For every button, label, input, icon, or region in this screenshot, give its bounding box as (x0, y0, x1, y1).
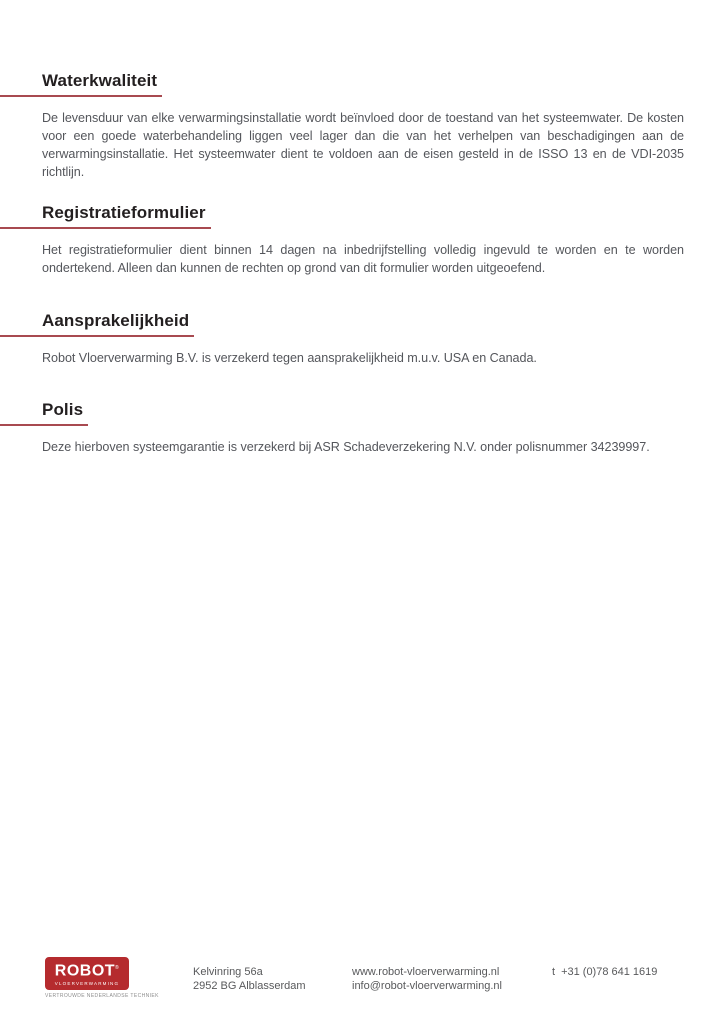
phone-number: +31 (0)78 641 1619 (561, 966, 658, 978)
robot-logo-box (45, 957, 129, 990)
logo-wordmark (55, 960, 119, 979)
phone-prefix: t (552, 966, 556, 978)
section-polis (0, 400, 724, 456)
robot-logo (45, 957, 159, 999)
section-body: De levensduur van elke verwarmingsinstallatie wordt beïnvloed door de toestand van het systeemwater. De kosten voor een goede waterbehandeling liggen veel lager dan die van het verhelpen van beschadigingen aan de verwarmingsinstallatie. Het systeemwater dient te voldoen aan de eisen gesteld in de ISSO 13 en de VDI-2035 richtlijn. (42, 111, 684, 179)
section-heading: Aansprakelijkheid (0, 311, 194, 337)
section-heading-row (0, 203, 724, 229)
section-heading-row (0, 400, 724, 426)
section-body: Het registratieformulier dient binnen 14 dagen na inbedrijfstelling volledig ingevuld te worden en te worden ondertekend. Alleen dan kunnen de rechten op grond van dit formulier worden uitgeoefend. (42, 243, 684, 275)
footer-phone (552, 965, 657, 979)
section-aansprakelijkheid (0, 311, 724, 367)
address-line-2: 2952 BG Alblasserdam (193, 980, 306, 992)
footer-address (193, 965, 306, 993)
registered-mark: ® (115, 965, 120, 972)
page-footer (0, 952, 724, 1024)
section-body: Deze hierboven systeemgarantie is verzekerd bij ASR Schadeverzekering N.V. onder polisnummer 34239997. (42, 440, 650, 454)
section-heading: Waterkwaliteit (0, 71, 162, 97)
logo-name-text: ROBOT (54, 962, 116, 980)
address-line-1: Kelvinring 56a (193, 966, 263, 978)
logo-subtitle: VLOERVERWARMING (54, 980, 120, 986)
section-registratieformulier (0, 203, 724, 277)
website-text: www.robot-vloerverwarming.nl (352, 966, 500, 978)
logo-tagline: VERTROUWDE NEDERLANDSE TECHNIEK (45, 993, 159, 999)
footer-contact (352, 965, 502, 993)
email-text: info@robot-vloerverwarming.nl (352, 980, 502, 992)
section-body: Robot Vloerverwarming B.V. is verzekerd tegen aansprakelijkheid m.u.v. USA en Canada. (42, 351, 537, 365)
section-waterkwaliteit (0, 71, 724, 181)
document-content (0, 0, 724, 456)
section-heading: Polis (0, 400, 88, 426)
section-heading: Registratieformulier (0, 203, 211, 229)
section-heading-row (0, 71, 724, 97)
section-heading-row (0, 311, 724, 337)
